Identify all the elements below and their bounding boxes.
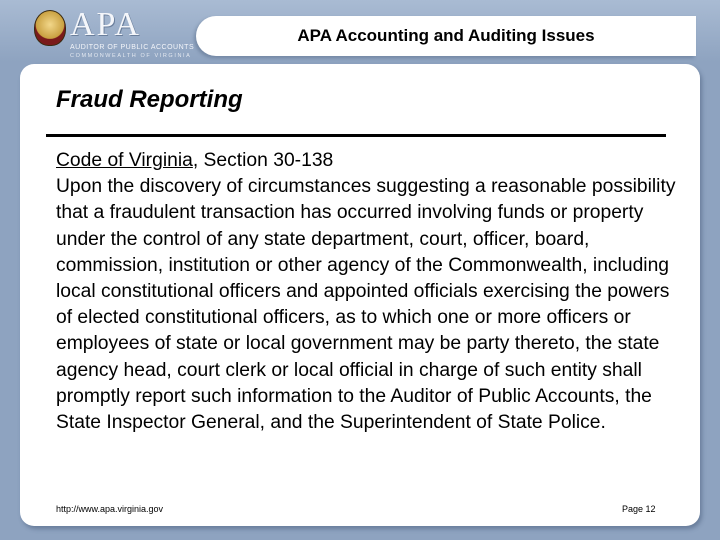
citation-line	[56, 148, 686, 174]
page-number: Page 12	[622, 504, 656, 514]
title-divider	[46, 134, 666, 137]
body-paragraph: Upon the discovery of circumstances suggesting a reasonable possibility that a fraudulent transaction has occurred involving funds or property under the control of any state department, court, officer, board, commission, institution or other agency of the Commonwealth, including local constitutional officers and appointed officials exercising the powers of elected constitutional officers, as to which one or more officers or employees of state or local government may be party thereto, the state agency head, court clerk or local official in charge of such entity shall promptly report such information to the Auditor of Public Accounts, the State Inspector General, and the Superintendent of State Police.	[56, 176, 676, 434]
apa-logo	[34, 6, 195, 59]
citation-source: Code of Virginia	[56, 150, 193, 171]
slide-body	[56, 148, 686, 436]
footer-url: http://www.apa.virginia.gov	[56, 504, 164, 514]
virginia-seal-icon	[34, 10, 66, 46]
slide-title: Fraud Reporting	[56, 86, 243, 113]
logo-wordmark: APA	[70, 6, 141, 43]
header-title-bar	[196, 16, 696, 56]
citation-section: , Section 30-138	[192, 150, 334, 171]
slide-panel	[20, 64, 700, 526]
header-title: APA Accounting and Auditing Issues	[297, 26, 595, 45]
logo-line-2: COMMONWEALTH OF VIRGINIA	[70, 53, 192, 59]
logo-line-1: AUDITOR OF PUBLIC ACCOUNTS	[70, 44, 195, 51]
